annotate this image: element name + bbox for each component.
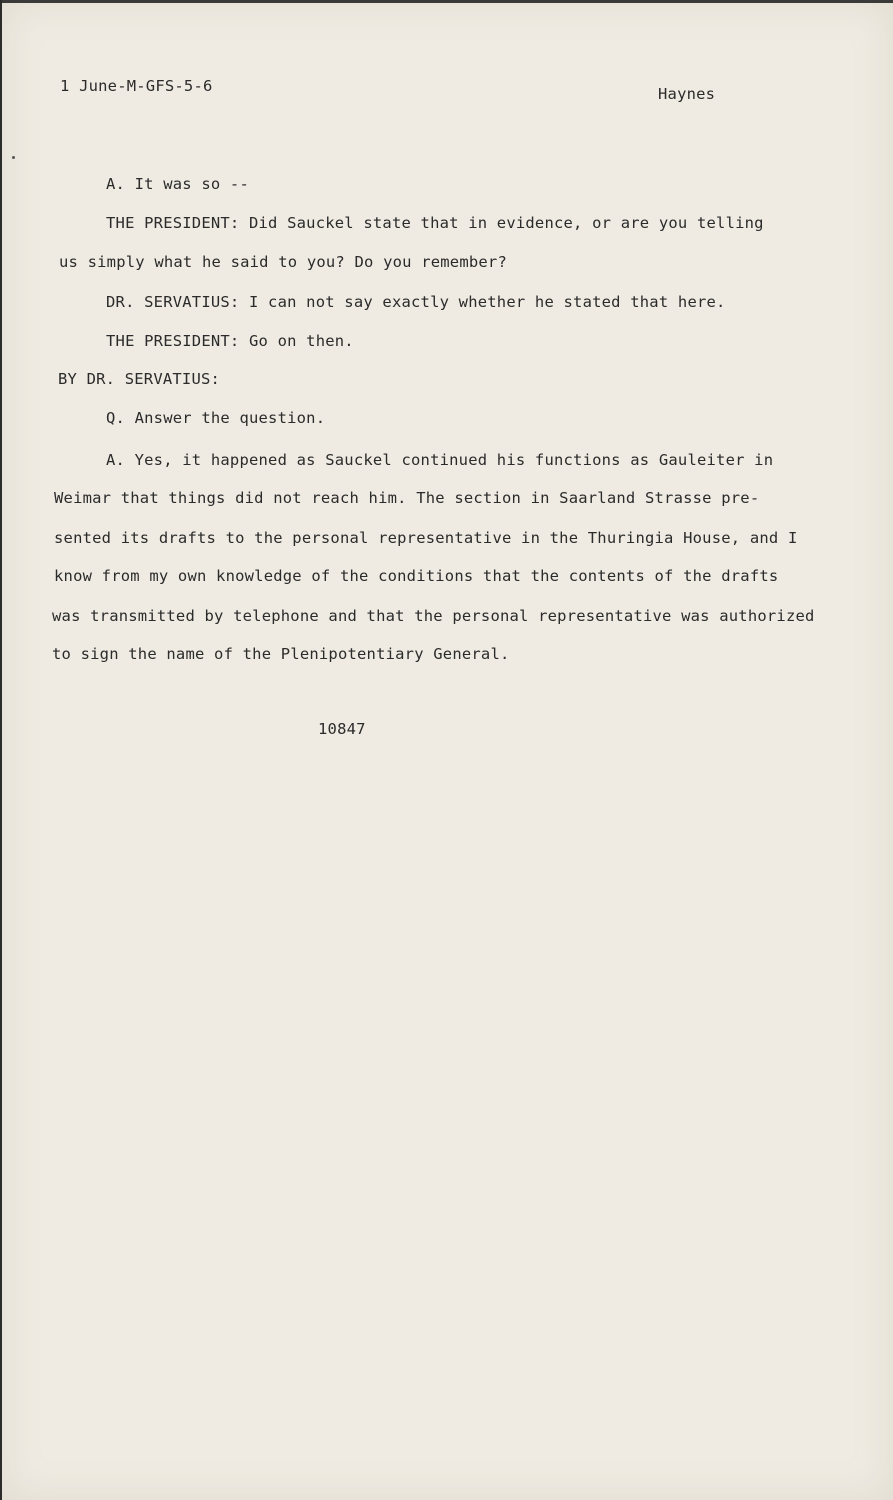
- page-number: 10847: [318, 720, 366, 738]
- transcript-line: A. It was so --: [106, 175, 249, 193]
- transcript-line: THE PRESIDENT: Go on then.: [106, 332, 354, 350]
- transcript-page: [2, 0, 893, 1500]
- transcript-line: know from my own knowledge of the conditions that the contents of the drafts: [54, 567, 779, 585]
- transcript-line: A. Yes, it happened as Sauckel continued his functions as Gauleiter in: [106, 451, 774, 469]
- document-reference: 1 June-M-GFS-5-6: [60, 77, 213, 95]
- transcript-line: THE PRESIDENT: Did Sauckel state that in evidence, or are you telling: [106, 214, 764, 232]
- transcript-line: to sign the name of the Plenipotentiary General.: [52, 645, 510, 663]
- page-top-edge: [2, 0, 893, 3]
- reporter-name: Haynes: [658, 85, 716, 103]
- transcript-line: Q. Answer the question.: [106, 409, 326, 427]
- transcript-line: BY DR. SERVATIUS:: [58, 370, 221, 388]
- margin-mark: [12, 156, 15, 159]
- transcript-line: us simply what he said to you? Do you remember?: [59, 253, 507, 271]
- transcript-line: was transmitted by telephone and that the personal representative was authorized: [52, 607, 815, 625]
- transcript-line: Weimar that things did not reach him. The section in Saarland Strasse pre-: [54, 489, 760, 507]
- transcript-line: sented its drafts to the personal representative in the Thuringia House, and I: [54, 529, 798, 547]
- transcript-line: DR. SERVATIUS: I can not say exactly whether he stated that here.: [106, 293, 726, 311]
